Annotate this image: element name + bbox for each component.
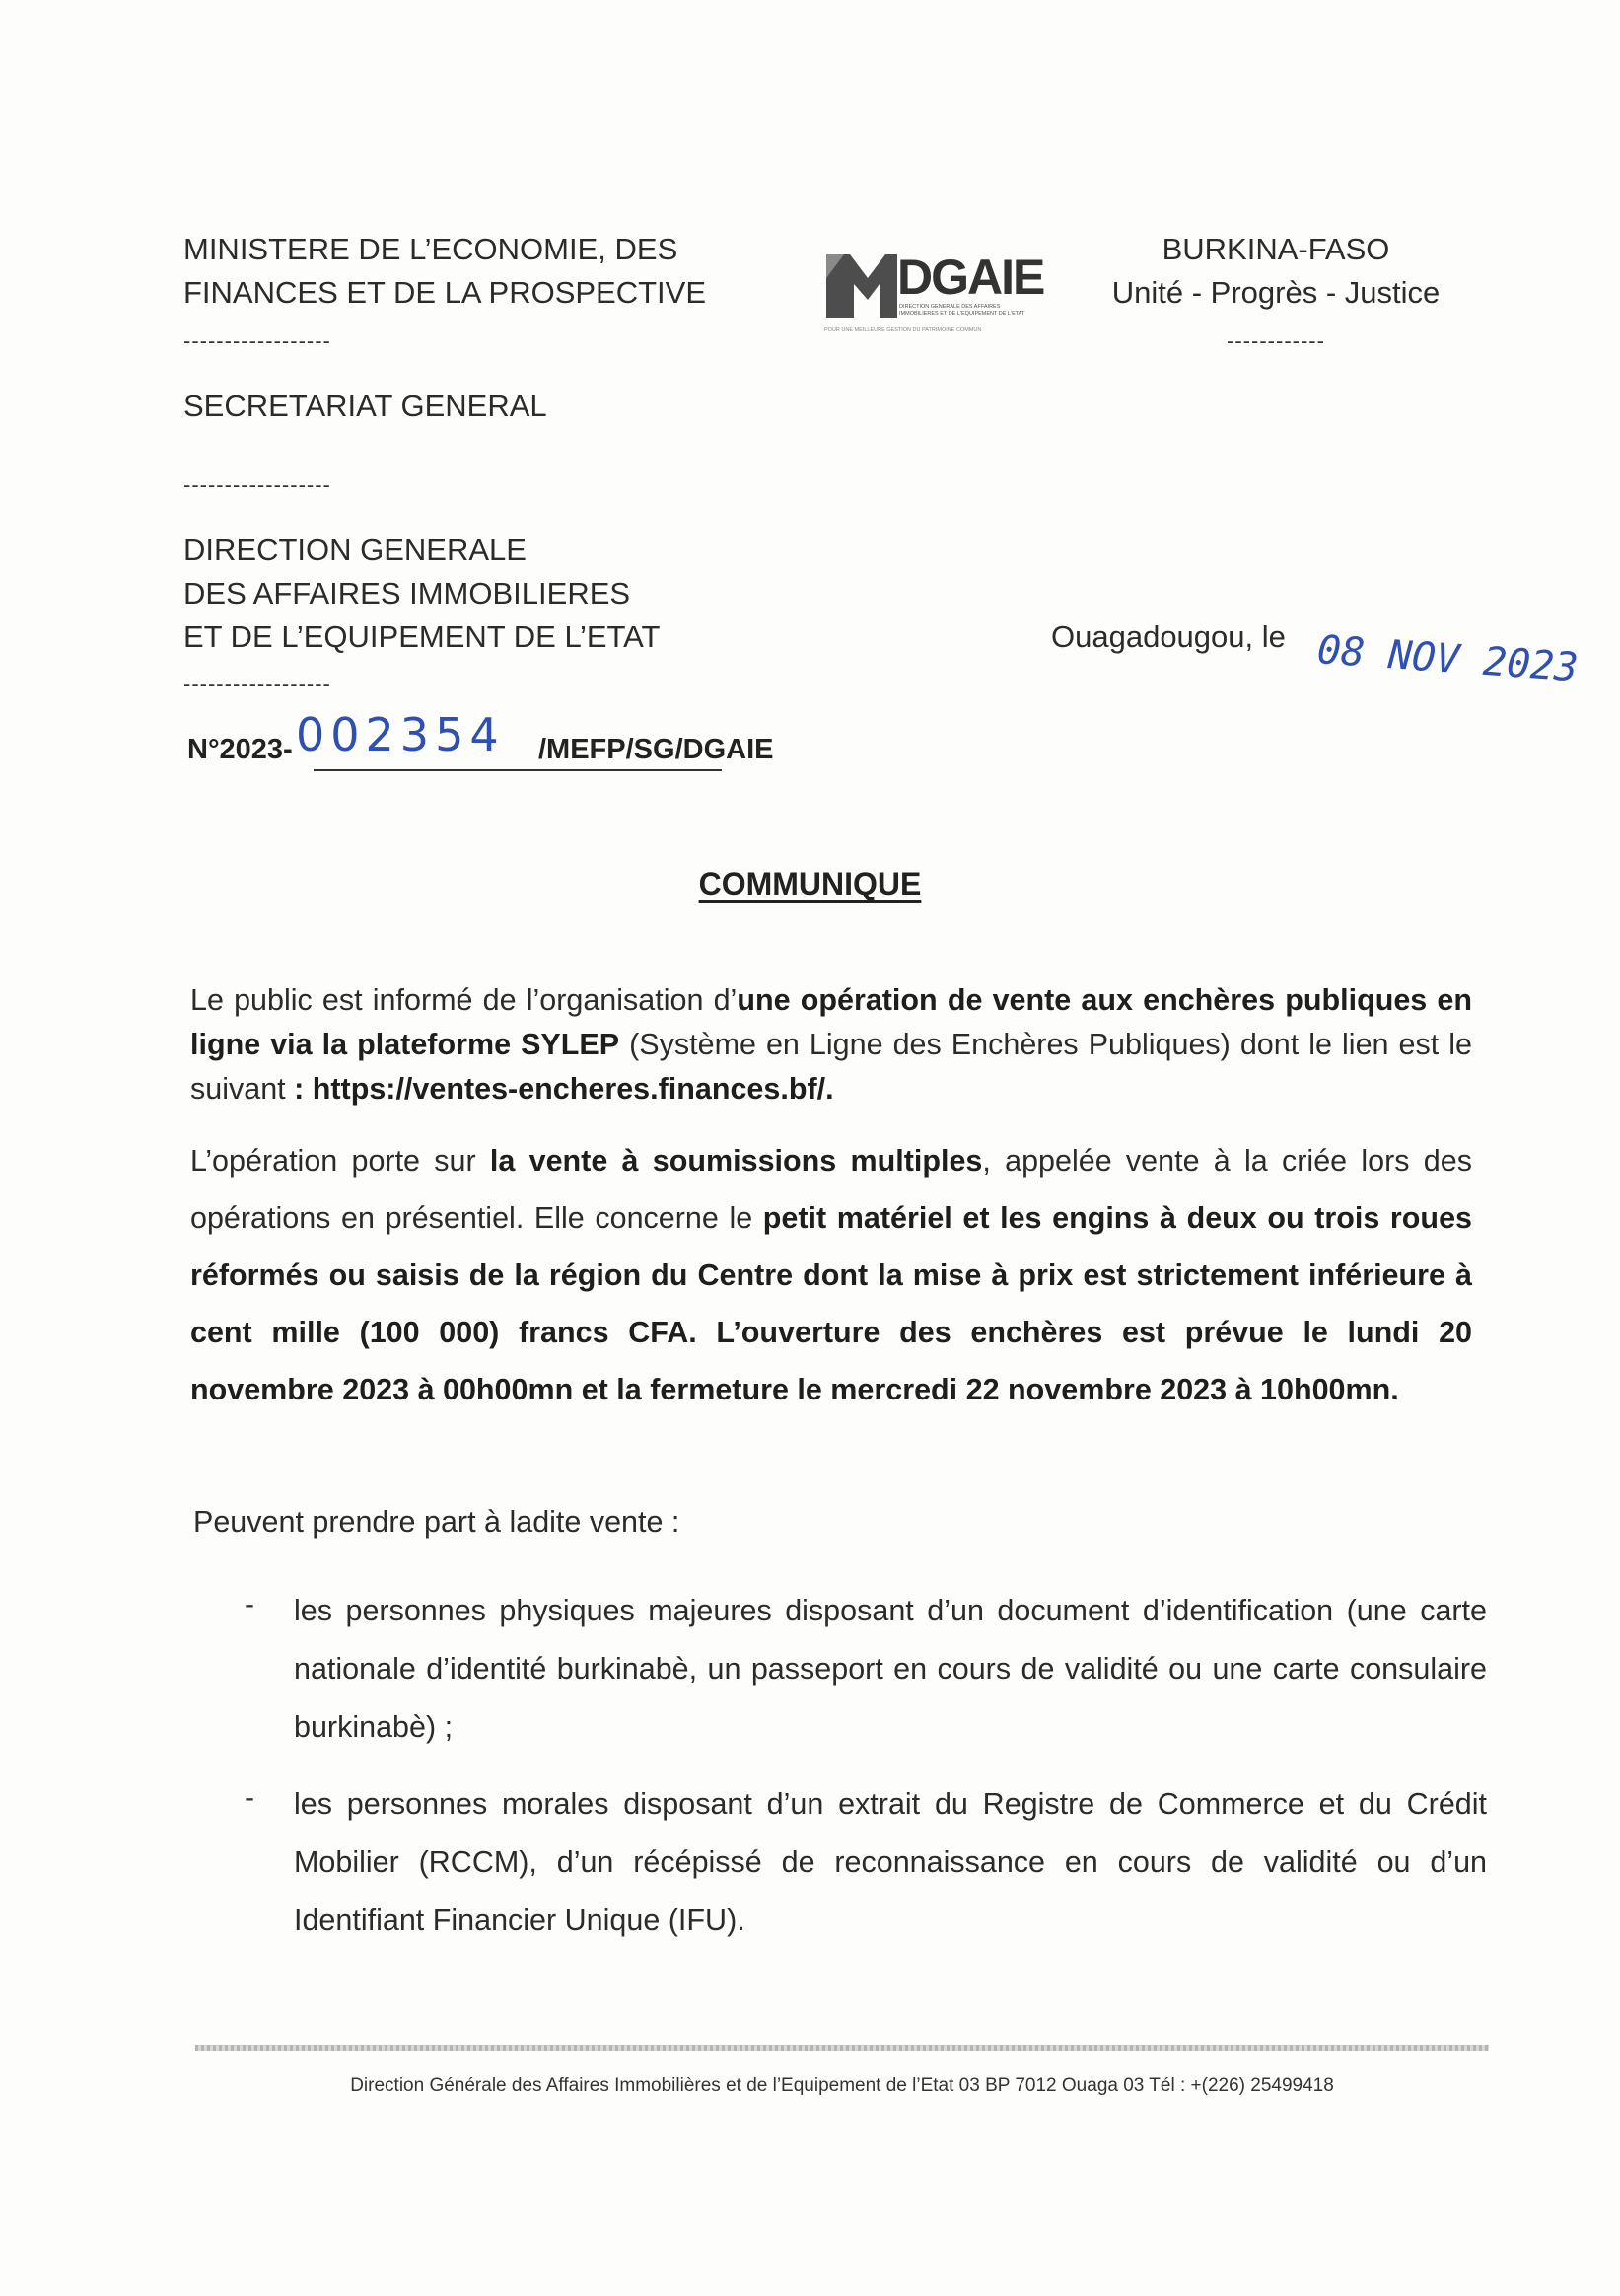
reference-prefix: N°2023-: [187, 734, 293, 765]
logo-subtitle-1: DIRECTION GENERALE DES AFFAIRES: [899, 304, 1001, 310]
bullet-dash-1: -: [245, 1588, 254, 1620]
direction-block: [183, 529, 661, 659]
footer-address: Direction Générale des Affaires Immobilières et de l’Equipement de l’Etat 03 BP 7012 Ouaga 03 Tél : +(226) 25499418: [350, 2075, 1334, 2096]
reference-suffix: /MEFP/SG/DGAIE: [538, 734, 774, 765]
ministry-line-1: MINISTERE DE L’ECONOMIE, DES: [183, 232, 678, 266]
date-stamp: 08 NOV 2023: [1315, 627, 1580, 691]
footer-rule: [195, 2045, 1489, 2051]
logo-subtitle-2: IMMOBILIERES ET DE L'EQUIPEMENT DE L'ETAT: [899, 311, 1025, 317]
direction-line-2: DES AFFAIRES IMMOBILIERES: [183, 576, 631, 610]
ministry-name: [183, 228, 706, 315]
direction-separator: ------------------: [183, 672, 331, 696]
country-block: [1098, 228, 1453, 315]
document-title: COMMUNIQUE: [698, 866, 922, 901]
reference-handwritten-number: 002354: [296, 708, 505, 761]
country-name: BURKINA-FASO: [1162, 232, 1390, 266]
p1-bold-2: : https://ventes-encheres.finances.bf/.: [294, 1072, 834, 1106]
p2-bold-1: la vente à soumissions multiples: [489, 1144, 983, 1178]
paragraph-1: [190, 978, 1472, 1112]
direction-line-3: ET DE L’EQUIPEMENT DE L’ETAT: [183, 619, 661, 654]
bullet-text-1: les personnes physiques majeures disposant d’un document d’identification (une carte nationale d’identité burkinabè, un passeport en cours de validité ou une carte consulaire burkinabè) ;: [294, 1594, 1487, 1744]
dgaie-logo: [824, 249, 1044, 343]
reference-underline: [314, 769, 722, 771]
bullet-text-2: les personnes morales disposant d’un extrait du Registre de Commerce et du Crédit Mobilier (RCCM), d’un récépissé de reconnaissance en cours de validité ou d’un Identifiant Financier Unique (IFU).: [294, 1787, 1487, 1937]
logo-wordmark: DGAIE: [897, 250, 1044, 305]
p1-text-1: Le public est informé de l’organisation d’: [190, 983, 738, 1017]
country-separator: ------------: [1227, 328, 1325, 353]
direction-line-1: DIRECTION GENERALE: [183, 533, 527, 567]
bullet-dash-2: -: [245, 1781, 254, 1814]
country-motto: Unité - Progrès - Justice: [1111, 275, 1441, 310]
p1-text-2: (Système en Ligne des Enchères Publiques) dont le lien est le suivant: [190, 1028, 1472, 1106]
p1-bold-1: une opération de vente aux enchères publiques en ligne via la plateforme SYLEP: [190, 983, 1472, 1061]
date-place: Ouagadougou, le: [1051, 619, 1286, 654]
reference-number: [187, 708, 878, 785]
p2-bold-2: petit matériel et les engins à deux ou trois roues réformés ou saisis de la région du Centre dont la mise à prix est strictement inférieure à cent mille (100 000) francs CFA. L’ouverture des enchères est prévue le lundi 20 novembre 2023 à 00h00mn et la fermeture le mercredi 22 novembre 2023 à 10h00mn.: [190, 1201, 1472, 1406]
secretariat-general: SECRETARIAT GENERAL: [183, 389, 547, 423]
secretariat-separator: ------------------: [183, 472, 331, 497]
logo-subtitle: [899, 304, 1024, 318]
logo-motto: POUR UNE MEILLEURE GESTION DU PATRIMOINE COMMUN: [824, 327, 982, 333]
participants-intro: Peuvent prendre part à ladite vente :: [193, 1505, 680, 1539]
p2-text-2: , appelée vente à la criée lors des opérations en présentiel. Elle concerne le: [190, 1144, 1472, 1235]
ministry-line-2: FINANCES ET DE LA PROSPECTIVE: [183, 275, 707, 310]
ministry-separator: ------------------: [183, 328, 331, 353]
p2-text-1: L’opération porte sur: [190, 1144, 490, 1178]
paragraph-2: [190, 1132, 1472, 1418]
